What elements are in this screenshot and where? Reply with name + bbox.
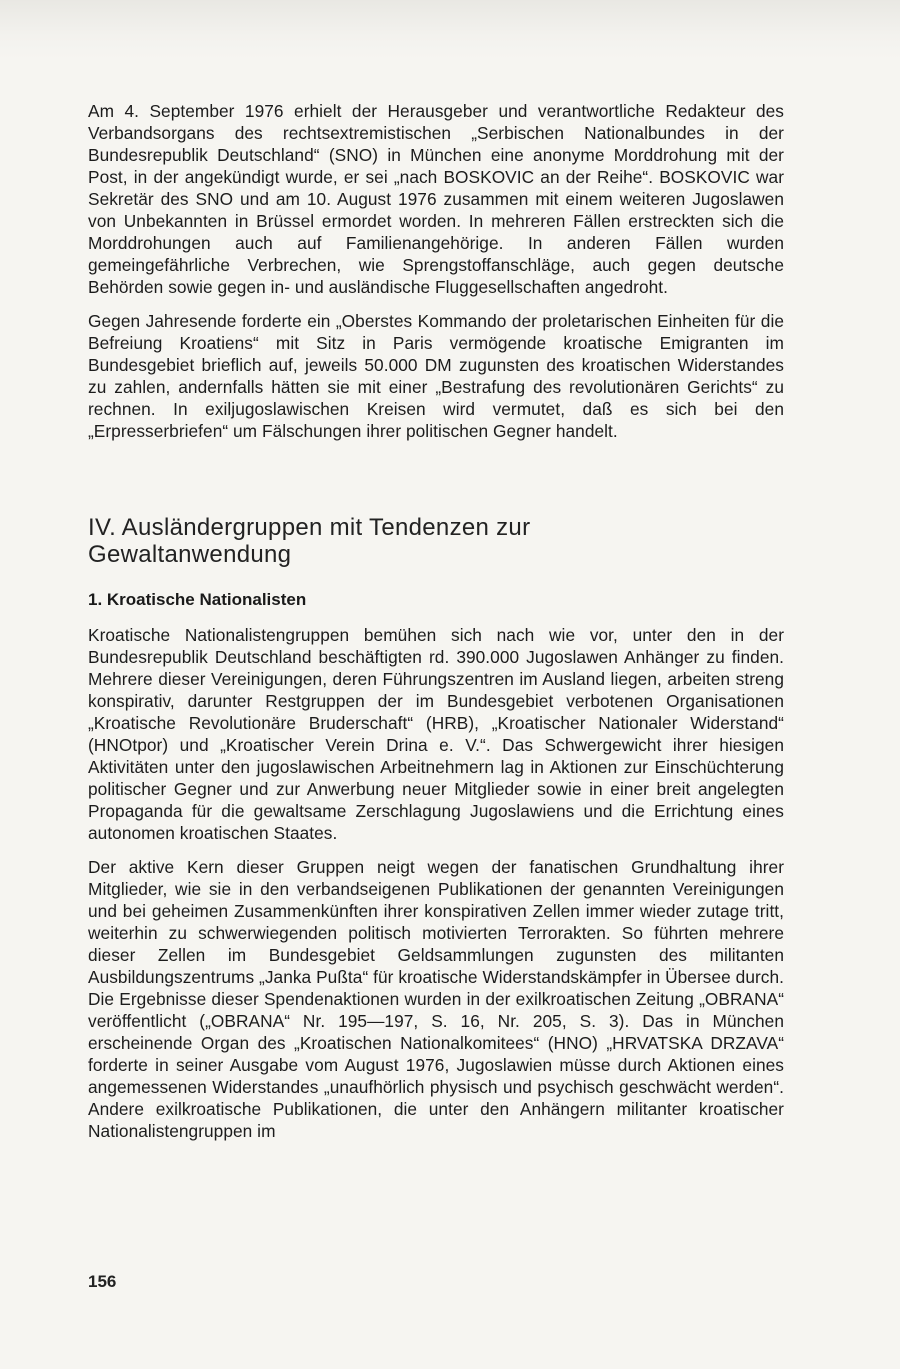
- section-heading-line-1: IV. Ausländergruppen mit Tendenzen zur: [88, 514, 531, 541]
- paragraph-nationalistengruppen: Kroatische Nationalistengruppen bemühen sich nach wie vor, unter den in der Bundesrepublik Deutschland beschäftigten rd. 390.000 Jugoslawen Anhänger zu finden. Mehrere dieser Vereinigungen, deren Führungszentren im Ausland liegen, arbeiten streng konspirativ, darunter Restgruppen der im Bundesgebiet verbotenen Organisationen „Kroatische Revolutionäre Bruderschaft“ (HRB), „Kroatischer Nationaler Widerstand“ (HNOtpor) und „Kroatischer Verein Drina e. V.“. Das Schwergewicht ihrer hiesigen Aktivitäten unter den jugoslawischen Arbeitnehmern lag in Aktionen zur Einschüchterung politischer Gegner und zur Anwerbung neuer Mitglieder sowie in einer breit angelegten Propaganda für die gewaltsame Zerschlagung Jugoslawiens und die Errichtung eines autonomen kroatischen Staates.: [88, 625, 784, 843]
- scan-top-edge: [0, 0, 900, 60]
- paragraph-aktiver-kern: Der aktive Kern dieser Gruppen neigt wegen der fanatischen Grundhaltung ihrer Mitglieder, wie sie in den verbandseigenen Publikationen der genannten Vereinigungen und bei geheimen Zusammenkünften ihrer konspirativen Zellen immer wieder zutage tritt, weiterhin zu schwerwiegenden politisch motivierten Terrorakten. So führten mehrere dieser Zellen im Bundesgebiet Geldsammlungen zugunsten des militanten Ausbildungszentrums „Janka Pußta“ für kroatische Widerstandskämpfer in Übersee durch. Die Ergebnisse dieser Spendenaktionen wurden in der exilkroatischen Zeitung „OBRANA“ veröffentlicht („OBRANA“ Nr. 195—197, S. 16, Nr. 205, S. 3). Das in München erscheinende Organ des „Kroatischen Nationalkomitees“ (HNO) „HRVATSKA DRZAVA“ forderte in seiner Ausgabe vom August 1976, Jugoslawien müsse durch Aktionen eines angemessenen Widerstandes „unaufhörlich physisch und psychisch geschwächt werden“. Andere exilkroatische Publikationen, die unter den Anhängern militanter kroatischer Nationalistengruppen im: [88, 857, 784, 1141]
- page-body: [88, 100, 784, 1154]
- paragraph-morddrohung: Am 4. September 1976 erhielt der Herausgeber und verantwortliche Redakteur des Verbandsorgans des rechtsextremistischen „Serbischen Nationalbundes in der Bundesrepublik Deutschland“ (SNO) in München eine anonyme Morddrohung mit der Post, in der angekündigt wurde, er sei „nach BOSKOVIC an der Reihe“. BOSKOVIC war Sekretär des SNO und am 10. August 1976 zusammen mit einem weiteren Jugoslawen von Unbekannten in Brüssel ermordet worden. In mehreren Fällen erstreckten sich die Morddrohungen auch auf Familienangehörige. In anderen Fällen wurden gemeingefährliche Verbrechen, wie Sprengstoffanschläge, auch gegen deutsche Behörden sowie gegen in- und ausländische Fluggesellschaften angedroht.: [88, 101, 784, 297]
- paragraph-erpresserbriefe: Gegen Jahresende forderte ein „Oberstes Kommando der proletarischen Einheiten für die Befreiung Kroatiens“ mit Sitz in Paris vermögende kroatische Emigranten im Bundesgebiet brieflich auf, jeweils 50.000 DM zugunsten des kroatischen Widerstandes zu zahlen, andernfalls hätten sie mit einer „Bestrafung des revolutionären Gerichts“ zu rechnen. In exiljugoslawischen Kreisen wird vermutet, daß es sich bei den „Erpresserbriefen“ um Fälschungen ihrer politischen Gegner handelt.: [88, 311, 784, 441]
- section-heading: [88, 514, 784, 568]
- section-heading-line-2: Gewaltanwendung: [88, 541, 292, 568]
- page-number: 156: [88, 1272, 117, 1291]
- subsection-heading: 1. Kroatische Nationalisten: [88, 590, 307, 609]
